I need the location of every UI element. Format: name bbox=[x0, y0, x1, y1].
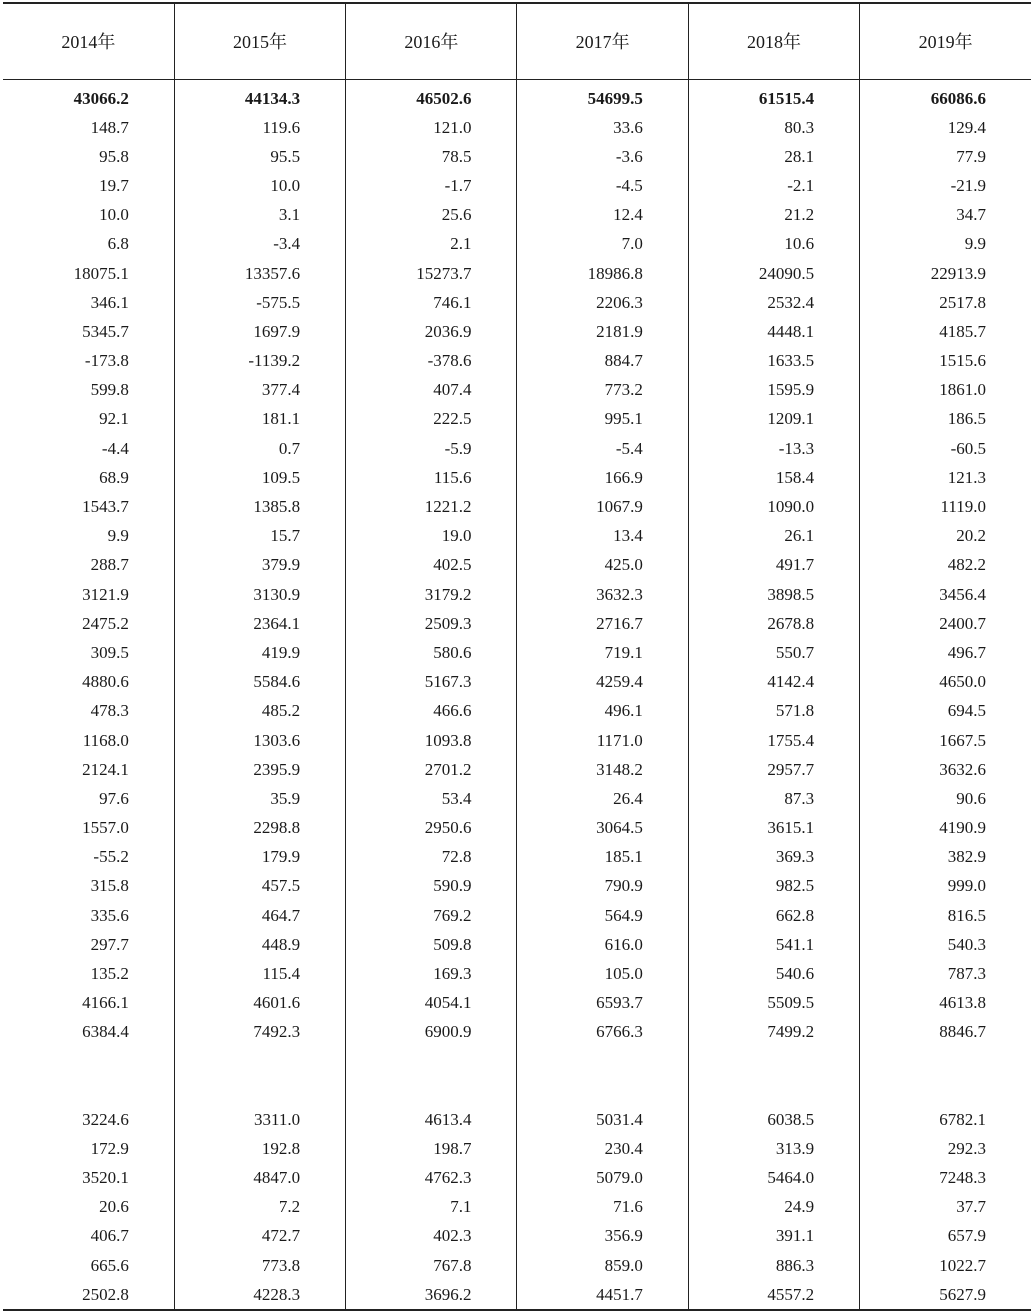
table-cell: 580.6 bbox=[346, 638, 517, 667]
table-cell: 172.9 bbox=[3, 1134, 174, 1163]
table-row bbox=[3, 1134, 1031, 1163]
table-cell: 3520.1 bbox=[3, 1163, 174, 1192]
table-cell: 472.7 bbox=[174, 1221, 345, 1250]
table-cell: -4.4 bbox=[3, 434, 174, 463]
table-cell: 448.9 bbox=[174, 930, 345, 959]
table-cell: 2517.8 bbox=[939, 292, 986, 312]
table-cell: 230.4 bbox=[517, 1134, 688, 1163]
table-cell: 464.7 bbox=[174, 901, 345, 930]
table-cell: 6384.4 bbox=[3, 1017, 174, 1046]
table-cell: 457.5 bbox=[174, 871, 345, 900]
table-cell: 382.9 bbox=[947, 847, 986, 867]
table-cell: 15273.7 bbox=[346, 258, 517, 287]
table-cell: 315.8 bbox=[3, 871, 174, 900]
table-row bbox=[3, 200, 1031, 229]
table-cell: 25.6 bbox=[346, 200, 517, 229]
table-cell: 7499.2 bbox=[688, 1017, 859, 1046]
table-cell: 46502.6 bbox=[346, 79, 517, 113]
table-cell: 3311.0 bbox=[174, 1105, 345, 1134]
table-cell: 9.9 bbox=[3, 521, 174, 550]
table-cell: 53.4 bbox=[346, 784, 517, 813]
table-cell: 402.3 bbox=[346, 1221, 517, 1250]
table-cell: -55.2 bbox=[3, 842, 174, 871]
table-cell: 90.6 bbox=[956, 788, 986, 808]
table-row bbox=[3, 609, 1031, 638]
table-header bbox=[3, 3, 1031, 79]
table-cell: 496.1 bbox=[517, 696, 688, 725]
table-cell: 407.4 bbox=[346, 375, 517, 404]
header-year-2017: 2017年 bbox=[517, 3, 688, 79]
table-row bbox=[3, 667, 1031, 696]
table-cell: 7492.3 bbox=[174, 1017, 345, 1046]
table-cell: 884.7 bbox=[517, 346, 688, 375]
table-cell: 4847.0 bbox=[174, 1163, 345, 1192]
table-cell: 9.9 bbox=[964, 234, 986, 254]
table-cell: 92.1 bbox=[3, 404, 174, 433]
table-row bbox=[3, 113, 1031, 142]
table-cell: 2475.2 bbox=[3, 609, 174, 638]
table-cell: 999.0 bbox=[947, 876, 986, 896]
table-cell: 491.7 bbox=[688, 550, 859, 579]
table-cell: 54699.5 bbox=[517, 79, 688, 113]
table-row bbox=[3, 492, 1031, 521]
table-cell: 5584.6 bbox=[174, 667, 345, 696]
table-cell: 377.4 bbox=[174, 375, 345, 404]
table-cell: 297.7 bbox=[3, 930, 174, 959]
table-cell: 3632.6 bbox=[939, 759, 986, 779]
table-cell: 6900.9 bbox=[346, 1017, 517, 1046]
data-table-page bbox=[3, 2, 1031, 1305]
table-cell: 466.6 bbox=[346, 696, 517, 725]
table-cell bbox=[3, 1047, 174, 1105]
table-cell: 115.6 bbox=[346, 463, 517, 492]
header-year-2014: 2014年 bbox=[3, 3, 174, 79]
table-cell: 356.9 bbox=[517, 1221, 688, 1250]
table-cell: 773.8 bbox=[174, 1250, 345, 1279]
table-cell: 2701.2 bbox=[346, 755, 517, 784]
table-cell: 3.1 bbox=[174, 200, 345, 229]
table-cell: 61515.4 bbox=[688, 79, 859, 113]
table-cell: 7.1 bbox=[346, 1192, 517, 1221]
table-cell: 37.7 bbox=[956, 1197, 986, 1217]
table-cell: 121.0 bbox=[346, 113, 517, 142]
table-cell: 192.8 bbox=[174, 1134, 345, 1163]
table-cell: 369.3 bbox=[688, 842, 859, 871]
table-cell: 292.3 bbox=[947, 1138, 986, 1158]
table-cell: 1595.9 bbox=[688, 375, 859, 404]
table-cell: 995.1 bbox=[517, 404, 688, 433]
table-cell: 26.1 bbox=[688, 521, 859, 550]
table-row bbox=[3, 813, 1031, 842]
table-cell: 1022.7 bbox=[939, 1255, 986, 1275]
table-cell: 68.9 bbox=[3, 463, 174, 492]
table-cell: 4054.1 bbox=[346, 988, 517, 1017]
table-cell: 19.0 bbox=[346, 521, 517, 550]
table-row bbox=[3, 1250, 1031, 1279]
table-row bbox=[3, 1163, 1031, 1192]
table-cell: 35.9 bbox=[174, 784, 345, 813]
table-cell: 109.5 bbox=[174, 463, 345, 492]
table-cell: 1515.6 bbox=[939, 351, 986, 371]
table-cell: 18986.8 bbox=[517, 258, 688, 287]
table-cell: 3130.9 bbox=[174, 580, 345, 609]
table-cell: 3696.2 bbox=[346, 1280, 517, 1310]
table-cell: 1697.9 bbox=[174, 317, 345, 346]
table-cell bbox=[860, 1047, 1031, 1105]
table-cell: 10.0 bbox=[174, 171, 345, 200]
table-cell: 509.8 bbox=[346, 930, 517, 959]
table-cell: 121.3 bbox=[947, 467, 986, 487]
table-cell: 181.1 bbox=[174, 404, 345, 433]
table-cell: 24.9 bbox=[688, 1192, 859, 1221]
table-row bbox=[3, 521, 1031, 550]
table-cell: 3121.9 bbox=[3, 580, 174, 609]
table-cell: 541.1 bbox=[688, 930, 859, 959]
table-cell: 129.4 bbox=[947, 117, 986, 137]
table-cell: -5.9 bbox=[346, 434, 517, 463]
table-cell: 97.6 bbox=[3, 784, 174, 813]
header-year-2015: 2015年 bbox=[174, 3, 345, 79]
table-cell: 816.5 bbox=[947, 905, 986, 925]
table-cell: 767.8 bbox=[346, 1250, 517, 1279]
table-cell: 2950.6 bbox=[346, 813, 517, 842]
table-row bbox=[3, 171, 1031, 200]
table-cell: 2509.3 bbox=[346, 609, 517, 638]
table-cell: 186.5 bbox=[947, 409, 986, 429]
table-cell: 72.8 bbox=[346, 842, 517, 871]
table-cell: 982.5 bbox=[688, 871, 859, 900]
table-cell: 859.0 bbox=[517, 1250, 688, 1279]
table-cell: 773.2 bbox=[517, 375, 688, 404]
table-row bbox=[3, 901, 1031, 930]
table-cell: 115.4 bbox=[174, 959, 345, 988]
table-cell: 198.7 bbox=[346, 1134, 517, 1163]
table-cell: 4613.4 bbox=[346, 1105, 517, 1134]
table-cell: 7.0 bbox=[517, 229, 688, 258]
table-cell: 0.7 bbox=[174, 434, 345, 463]
table-row bbox=[3, 725, 1031, 754]
table-cell: 22913.9 bbox=[930, 263, 986, 283]
table-cell: 4880.6 bbox=[3, 667, 174, 696]
table-cell: 346.1 bbox=[3, 288, 174, 317]
table-row bbox=[3, 375, 1031, 404]
table-row bbox=[3, 755, 1031, 784]
table-cell: 379.9 bbox=[174, 550, 345, 579]
table-cell: 313.9 bbox=[688, 1134, 859, 1163]
table-cell: -3.6 bbox=[517, 142, 688, 171]
table-cell: 2532.4 bbox=[688, 288, 859, 317]
table-cell: 4185.7 bbox=[939, 321, 986, 341]
table-cell: 3632.3 bbox=[517, 580, 688, 609]
table-cell: 2124.1 bbox=[3, 755, 174, 784]
table-cell: 540.3 bbox=[947, 934, 986, 954]
table-cell: 657.9 bbox=[947, 1226, 986, 1246]
table-cell: 4259.4 bbox=[517, 667, 688, 696]
table-cell bbox=[346, 1047, 517, 1105]
table-cell: 169.3 bbox=[346, 959, 517, 988]
table-row bbox=[3, 580, 1031, 609]
table-cell: 540.6 bbox=[688, 959, 859, 988]
table-row bbox=[3, 1221, 1031, 1250]
table-cell: 7.2 bbox=[174, 1192, 345, 1221]
table-cell: 5031.4 bbox=[517, 1105, 688, 1134]
table-cell: 4613.8 bbox=[939, 993, 986, 1013]
table-cell: 6.8 bbox=[3, 229, 174, 258]
table-cell: 1209.1 bbox=[688, 404, 859, 433]
table-cell: 28.1 bbox=[688, 142, 859, 171]
table-row bbox=[3, 463, 1031, 492]
table-cell: 4166.1 bbox=[3, 988, 174, 1017]
table-cell: 18075.1 bbox=[3, 258, 174, 287]
table-cell: 3179.2 bbox=[346, 580, 517, 609]
table-cell: 33.6 bbox=[517, 113, 688, 142]
table-cell: 222.5 bbox=[346, 404, 517, 433]
table-cell: 1861.0 bbox=[939, 380, 986, 400]
table-row bbox=[3, 1280, 1031, 1310]
table-cell: 87.3 bbox=[688, 784, 859, 813]
table-cell: 95.5 bbox=[174, 142, 345, 171]
table-cell: 5464.0 bbox=[688, 1163, 859, 1192]
spacer-row bbox=[3, 1047, 1031, 1105]
table-cell: 4557.2 bbox=[688, 1280, 859, 1310]
table-cell: 71.6 bbox=[517, 1192, 688, 1221]
table-cell: 425.0 bbox=[517, 550, 688, 579]
table-cell: 1303.6 bbox=[174, 725, 345, 754]
table-cell: 616.0 bbox=[517, 930, 688, 959]
table-cell: 166.9 bbox=[517, 463, 688, 492]
table-row bbox=[3, 930, 1031, 959]
table-cell: 419.9 bbox=[174, 638, 345, 667]
table-cell: 26.4 bbox=[517, 784, 688, 813]
table-cell: -4.5 bbox=[517, 171, 688, 200]
table-cell: 599.8 bbox=[3, 375, 174, 404]
table-cell: 2957.7 bbox=[688, 755, 859, 784]
table-cell: 7248.3 bbox=[939, 1167, 986, 1187]
table-cell: 790.9 bbox=[517, 871, 688, 900]
table-cell: 550.7 bbox=[688, 638, 859, 667]
table-cell: 13.4 bbox=[517, 521, 688, 550]
table-cell: -3.4 bbox=[174, 229, 345, 258]
table-cell: 5509.5 bbox=[688, 988, 859, 1017]
table-row bbox=[3, 404, 1031, 433]
table-cell: 2395.9 bbox=[174, 755, 345, 784]
table-cell: -173.8 bbox=[3, 346, 174, 375]
table-cell: 590.9 bbox=[346, 871, 517, 900]
table-cell: 158.4 bbox=[688, 463, 859, 492]
table-cell: 4142.4 bbox=[688, 667, 859, 696]
table-row bbox=[3, 142, 1031, 171]
table-row bbox=[3, 871, 1031, 900]
table-cell: 665.6 bbox=[3, 1250, 174, 1279]
table-row bbox=[3, 638, 1031, 667]
table-cell: 769.2 bbox=[346, 901, 517, 930]
table-row bbox=[3, 842, 1031, 871]
table-cell: 4190.9 bbox=[939, 818, 986, 838]
table-cell: 335.6 bbox=[3, 901, 174, 930]
table-cell: 3456.4 bbox=[939, 584, 986, 604]
table-cell: 43066.2 bbox=[3, 79, 174, 113]
table-cell: 3148.2 bbox=[517, 755, 688, 784]
table-cell bbox=[688, 1047, 859, 1105]
table-cell: 1168.0 bbox=[3, 725, 174, 754]
table-cell: 3615.1 bbox=[688, 813, 859, 842]
table-cell: 4650.0 bbox=[939, 672, 986, 692]
table-cell: 105.0 bbox=[517, 959, 688, 988]
table-row bbox=[3, 1105, 1031, 1134]
table-cell: 3064.5 bbox=[517, 813, 688, 842]
table-cell: -13.3 bbox=[688, 434, 859, 463]
table-cell: 1119.0 bbox=[940, 497, 986, 517]
table-row bbox=[3, 229, 1031, 258]
table-row bbox=[3, 1192, 1031, 1221]
table-row bbox=[3, 434, 1031, 463]
table-cell bbox=[517, 1047, 688, 1105]
table-cell: 496.7 bbox=[947, 642, 986, 662]
table-cell: 5167.3 bbox=[346, 667, 517, 696]
table-cell: 34.7 bbox=[956, 205, 986, 225]
table-cell: 787.3 bbox=[947, 964, 986, 984]
header-year-2019: 2019年 bbox=[860, 3, 1031, 79]
table-cell: 1171.0 bbox=[517, 725, 688, 754]
table-cell: 2400.7 bbox=[939, 613, 986, 633]
header-year-2016: 2016年 bbox=[346, 3, 517, 79]
table-cell: 6766.3 bbox=[517, 1017, 688, 1046]
table-cell: 1093.8 bbox=[346, 725, 517, 754]
table-cell: 6038.5 bbox=[688, 1105, 859, 1134]
table-cell: 4601.6 bbox=[174, 988, 345, 1017]
table-cell: 1667.5 bbox=[939, 730, 986, 750]
table-cell: 719.1 bbox=[517, 638, 688, 667]
header-year-2018: 2018年 bbox=[688, 3, 859, 79]
table-cell: 2298.8 bbox=[174, 813, 345, 842]
table-cell: 391.1 bbox=[688, 1221, 859, 1250]
table-cell: 10.6 bbox=[688, 229, 859, 258]
table-cell: 1090.0 bbox=[688, 492, 859, 521]
table-cell: 5079.0 bbox=[517, 1163, 688, 1192]
table-row bbox=[3, 346, 1031, 375]
table-cell: 571.8 bbox=[688, 696, 859, 725]
table-cell: 4451.7 bbox=[517, 1280, 688, 1310]
table-cell: 10.0 bbox=[3, 200, 174, 229]
table-cell: 19.7 bbox=[3, 171, 174, 200]
table-cell: 20.6 bbox=[3, 1192, 174, 1221]
table-cell: 135.2 bbox=[3, 959, 174, 988]
table-cell: 1221.2 bbox=[346, 492, 517, 521]
table-cell: 6782.1 bbox=[939, 1109, 986, 1129]
table-cell: -60.5 bbox=[950, 438, 986, 458]
table-cell: 4228.3 bbox=[174, 1280, 345, 1310]
table-body bbox=[3, 79, 1031, 1310]
table-cell: 1755.4 bbox=[688, 725, 859, 754]
table-cell: 2036.9 bbox=[346, 317, 517, 346]
table-cell: 694.5 bbox=[947, 701, 986, 721]
table-cell: 1543.7 bbox=[3, 492, 174, 521]
table-cell: 8846.7 bbox=[939, 1022, 986, 1042]
table-cell: 6593.7 bbox=[517, 988, 688, 1017]
table-row bbox=[3, 1017, 1031, 1046]
table-cell: 406.7 bbox=[3, 1221, 174, 1250]
table-cell: 4448.1 bbox=[688, 317, 859, 346]
table-cell: 3898.5 bbox=[688, 580, 859, 609]
table-row bbox=[3, 79, 1031, 113]
table-cell: -5.4 bbox=[517, 434, 688, 463]
yearly-data-table bbox=[3, 2, 1031, 1311]
table-cell: 2206.3 bbox=[517, 288, 688, 317]
table-cell: 66086.6 bbox=[930, 88, 986, 108]
table-cell: 485.2 bbox=[174, 696, 345, 725]
header-row bbox=[3, 3, 1031, 79]
table-cell: 24090.5 bbox=[688, 258, 859, 287]
table-cell: -2.1 bbox=[688, 171, 859, 200]
table-cell: 886.3 bbox=[688, 1250, 859, 1279]
table-cell bbox=[174, 1047, 345, 1105]
table-cell: 2364.1 bbox=[174, 609, 345, 638]
table-row bbox=[3, 550, 1031, 579]
table-cell: 1385.8 bbox=[174, 492, 345, 521]
table-cell: 80.3 bbox=[688, 113, 859, 142]
table-cell: -378.6 bbox=[346, 346, 517, 375]
table-row bbox=[3, 258, 1031, 287]
table-cell: 44134.3 bbox=[174, 79, 345, 113]
table-cell: 3224.6 bbox=[3, 1105, 174, 1134]
table-cell: 148.7 bbox=[3, 113, 174, 142]
table-cell: 2716.7 bbox=[517, 609, 688, 638]
table-cell: -575.5 bbox=[174, 288, 345, 317]
table-cell: 662.8 bbox=[688, 901, 859, 930]
table-cell: 564.9 bbox=[517, 901, 688, 930]
table-cell: 119.6 bbox=[174, 113, 345, 142]
table-cell: 78.5 bbox=[346, 142, 517, 171]
table-cell: 20.2 bbox=[956, 526, 986, 546]
table-cell: 1557.0 bbox=[3, 813, 174, 842]
table-cell: 482.2 bbox=[947, 555, 986, 575]
table-cell: 21.2 bbox=[688, 200, 859, 229]
table-cell: 288.7 bbox=[3, 550, 174, 579]
table-cell: 2502.8 bbox=[3, 1280, 174, 1310]
table-cell: -21.9 bbox=[950, 175, 986, 195]
table-cell: 1633.5 bbox=[688, 346, 859, 375]
table-row bbox=[3, 988, 1031, 1017]
table-cell: 77.9 bbox=[956, 146, 986, 166]
table-cell: 402.5 bbox=[346, 550, 517, 579]
table-cell: 15.7 bbox=[174, 521, 345, 550]
table-cell: 5345.7 bbox=[3, 317, 174, 346]
table-cell: -1.7 bbox=[346, 171, 517, 200]
table-row bbox=[3, 784, 1031, 813]
table-row bbox=[3, 317, 1031, 346]
table-cell: 12.4 bbox=[517, 200, 688, 229]
table-cell: 478.3 bbox=[3, 696, 174, 725]
table-cell: -1139.2 bbox=[174, 346, 345, 375]
table-cell: 4762.3 bbox=[346, 1163, 517, 1192]
table-cell: 2678.8 bbox=[688, 609, 859, 638]
table-cell: 2181.9 bbox=[517, 317, 688, 346]
table-row bbox=[3, 696, 1031, 725]
table-cell: 179.9 bbox=[174, 842, 345, 871]
table-row bbox=[3, 959, 1031, 988]
table-cell: 185.1 bbox=[517, 842, 688, 871]
table-cell: 2.1 bbox=[346, 229, 517, 258]
table-cell: 95.8 bbox=[3, 142, 174, 171]
table-cell: 13357.6 bbox=[174, 258, 345, 287]
table-cell: 746.1 bbox=[346, 288, 517, 317]
table-cell: 1067.9 bbox=[517, 492, 688, 521]
table-row bbox=[3, 288, 1031, 317]
table-cell: 309.5 bbox=[3, 638, 174, 667]
table-cell: 5627.9 bbox=[860, 1280, 1031, 1310]
